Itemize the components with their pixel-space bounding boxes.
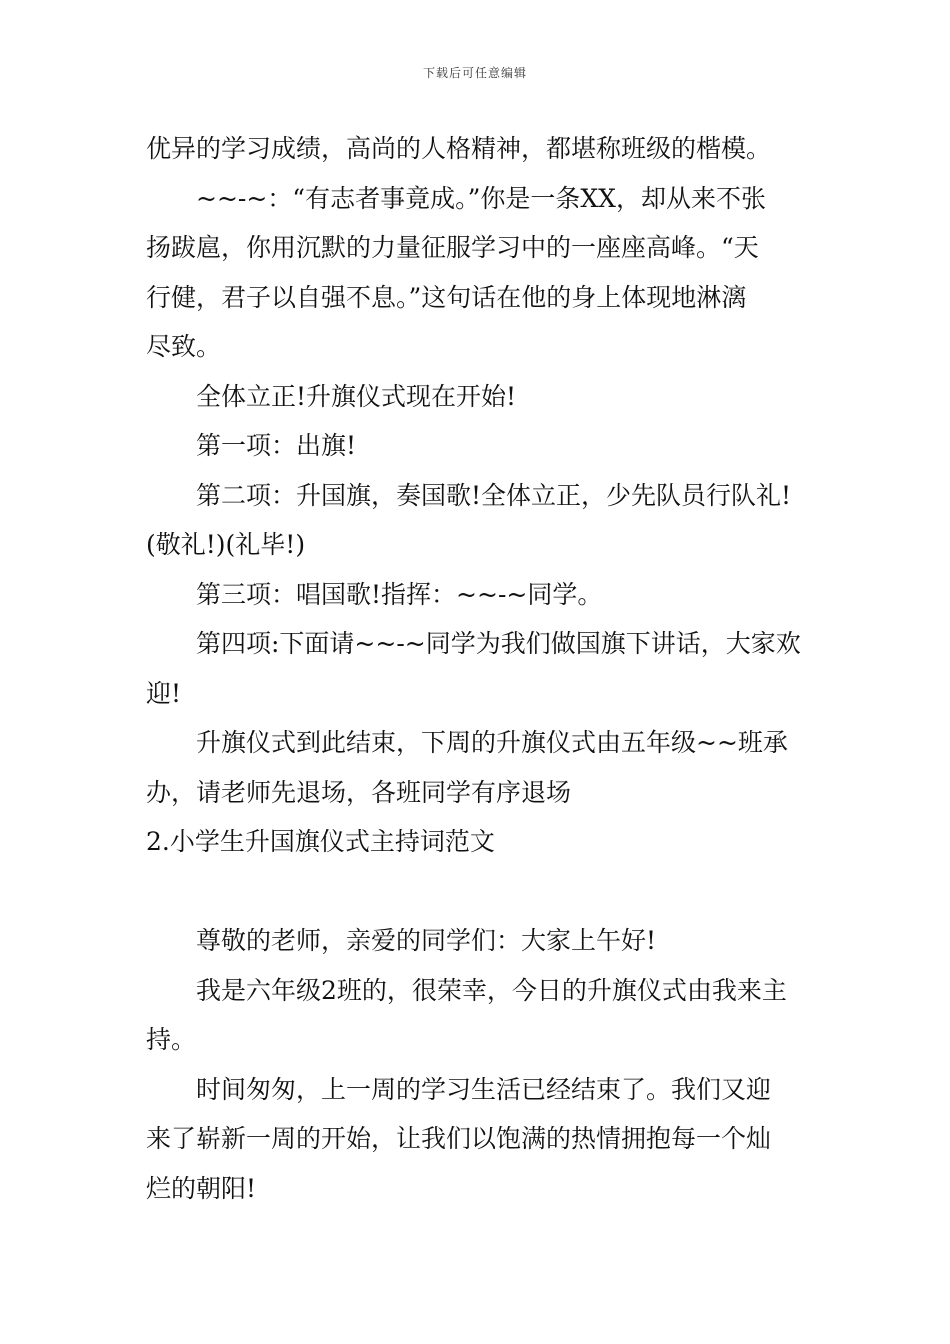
text-line: 第二项：升国旗，奏国歌!全体立正，少先队员行队礼! [196, 480, 792, 510]
text-line: ~~-~：“有志者事竟成。”你是一条XX，却从来不张 [196, 183, 766, 213]
text-line: 持。 [146, 1025, 197, 1054]
section-heading: 2.小学生升国旗仪式主持词范文 [146, 827, 495, 856]
text-line: 时间匆匆，上一周的学习生活已经结束了。我们又迎 [196, 1074, 772, 1104]
text-line: 第三项：唱国歌!指挥：~~-~同学。 [196, 579, 603, 609]
header-note: 下载后可任意编辑 [422, 66, 527, 80]
text-line: 优异的学习成绩，高尚的人格精神，都堪称班级的楷模。 [146, 134, 772, 163]
document-body [146, 124, 816, 1213]
text-line: 尽致。 [146, 332, 222, 361]
text-line: 全体立正!升旗仪式现在开始! [196, 381, 517, 411]
text-line: 烂的朝阳! [146, 1173, 257, 1203]
text-line: 来了崭新一周的开始，让我们以饱满的热情拥抱每一个灿 [146, 1124, 772, 1153]
text-line: 升旗仪式到此结束，下周的升旗仪式由五年级~~班承 [196, 728, 788, 757]
text-line: 办，请老师先退场，各班同学有序退场 [146, 777, 572, 807]
blank-line [146, 867, 816, 917]
text-line: 第一项：出旗! [196, 431, 357, 460]
text-line: 行健，君子以自强不息。”这句话在他的身上体现地淋漓 [146, 282, 747, 312]
text-line: 尊敬的老师，亲爱的同学们：大家上午好! [196, 926, 657, 955]
text-line: 迎! [146, 678, 182, 708]
text-line: (敬礼!)(礼毕!) [146, 530, 306, 559]
text-line: 第四项:下面请~~-~同学为我们做国旗下讲话，大家欢 [196, 629, 801, 658]
text-line: 扬跋扈，你用沉默的力量征服学习中的一座座高峰。“天 [146, 233, 759, 262]
text-line: 我是六年级2班的，很荣幸，今日的升旗仪式由我来主 [196, 975, 787, 1005]
